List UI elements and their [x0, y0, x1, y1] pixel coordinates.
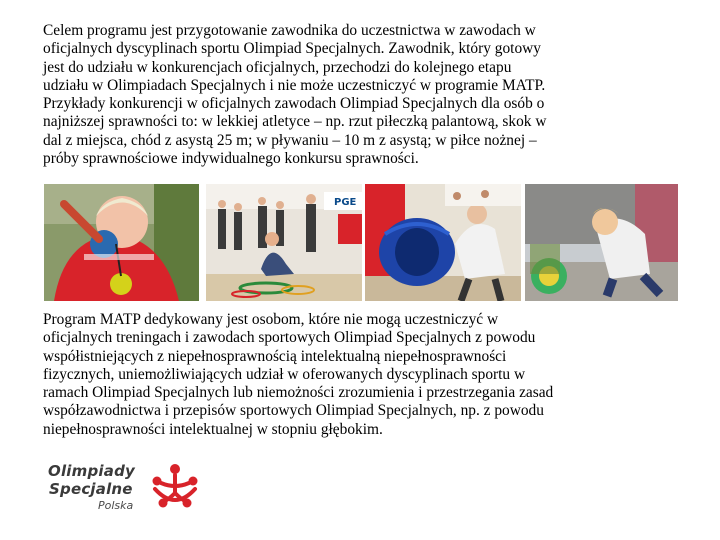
- photo-ball-throw: [44, 184, 199, 301]
- photo-tunnel: [365, 184, 521, 301]
- logo-line-2: Specjalne: [49, 480, 133, 498]
- program-paragraph: Program MATP dedykowany jest osobom, które nie mogą uczestniczyć w oficjalnych treningach i zawodach sportowych Olimpiad Specjalnych z powodu współistniejących z niepełnosprawnością intelektualną niepełnosprawności fizycznych, uniemożliwiających udział w oferowanych dyscyplinach sportu w ramach Olimpiad Specjalnych lub niemożności zrozumienia i przestrzegania zasad współzawodnictwa i przepisów sportowych Olimpiad Specjalnych, np. z powodu niepełnosprawności intelektualnej w stopniu głębokim.: [43, 311, 554, 438]
- olimpiady-specjalne-logo: [43, 458, 203, 518]
- special-olympics-emblem-icon: [149, 461, 201, 513]
- banner-text: PGE: [334, 197, 357, 208]
- intro-paragraph: Celem programu jest przygotowanie zawodnika do uczestnictwa w zawodach w oficjalnych dyscyplinach sportu Olimpiad Specjalnych. Zawodnik, który gotowy jest do udziału w konkurencjach oficjalnych, przechodzi do kolejnego etapu udziału w Olimpiadach Specjalnych i nie może uczestniczyć w programie MATP. Przykłady konkurencji w oficjalnych zawodach Olimpiad Specjalnych dla osób o najniższej sprawności to: w lekkiej atletyce – np. rzut piłeczką palantową, skok w dal z miejsca, chód z asystą 25 m; w pływaniu – 10 m z asystą; w piłce nożnej – próby sprawnościowe indywidualnego konkursu sprawności.: [43, 22, 547, 168]
- photo-ball-play: [525, 184, 678, 301]
- logo-line-1: Olimpiady: [48, 462, 135, 480]
- photo-gym-hoops: [206, 184, 362, 301]
- photo-strip: [44, 184, 678, 301]
- logo-line-3: Polska: [98, 499, 134, 512]
